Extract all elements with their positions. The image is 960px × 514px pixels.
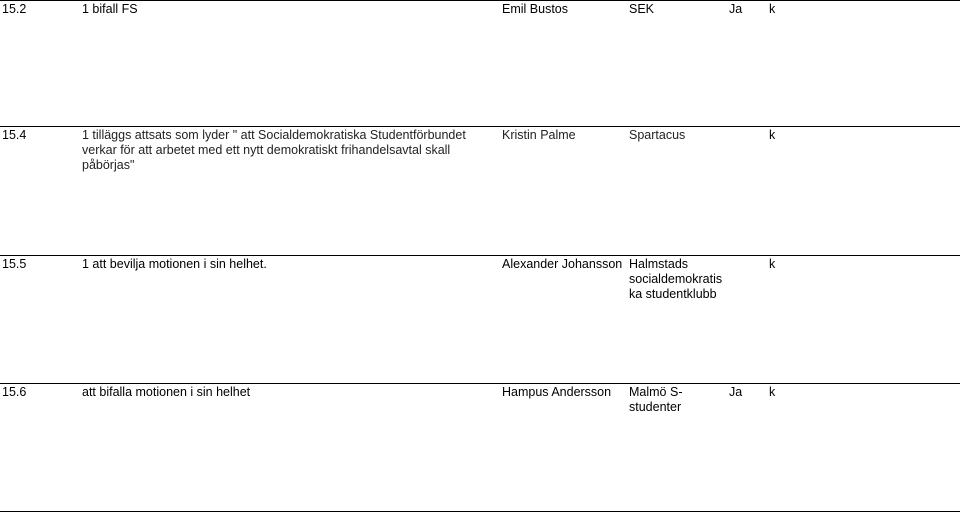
row-number: 15.4	[2, 128, 27, 142]
row-number: 15.5	[2, 257, 27, 271]
author-name: Kristin Palme	[502, 128, 576, 142]
mark-value: k	[769, 128, 776, 142]
proposal-text: att bifalla motionen i sin helhet	[82, 385, 251, 399]
organization: SEK	[629, 2, 655, 16]
row-divider	[0, 383, 960, 384]
mark-value: k	[769, 2, 776, 16]
proposal-text: 1 bifall FS	[82, 2, 138, 16]
proposal-text: 1 tilläggs attsats som lyder " att Socialdemokratiska Studentförbundet verkar för att arbetet med ett nytt demokratiskt frihandelsavtal skall påbörjas"	[82, 128, 466, 172]
organization: Malmö S-studenter	[629, 385, 683, 414]
organization: Spartacus	[629, 128, 686, 142]
author-name: Hampus Andersson	[502, 385, 612, 399]
author-name: Emil Bustos	[502, 2, 568, 16]
row-divider	[0, 511, 960, 512]
organization: Halmstads socialdemokratis ka studentklubb	[629, 257, 723, 301]
mark-value: k	[769, 385, 776, 399]
vote-value: Ja	[729, 385, 743, 399]
row-number: 15.6	[2, 385, 27, 399]
row-divider	[0, 0, 960, 1]
row-divider	[0, 255, 960, 256]
proposal-text: 1 att bevilja motionen i sin helhet.	[82, 257, 267, 271]
row-number: 15.2	[2, 2, 27, 16]
row-divider	[0, 126, 960, 127]
vote-value: Ja	[729, 2, 743, 16]
author-name: Alexander Johansson	[502, 257, 623, 271]
mark-value: k	[769, 257, 776, 271]
